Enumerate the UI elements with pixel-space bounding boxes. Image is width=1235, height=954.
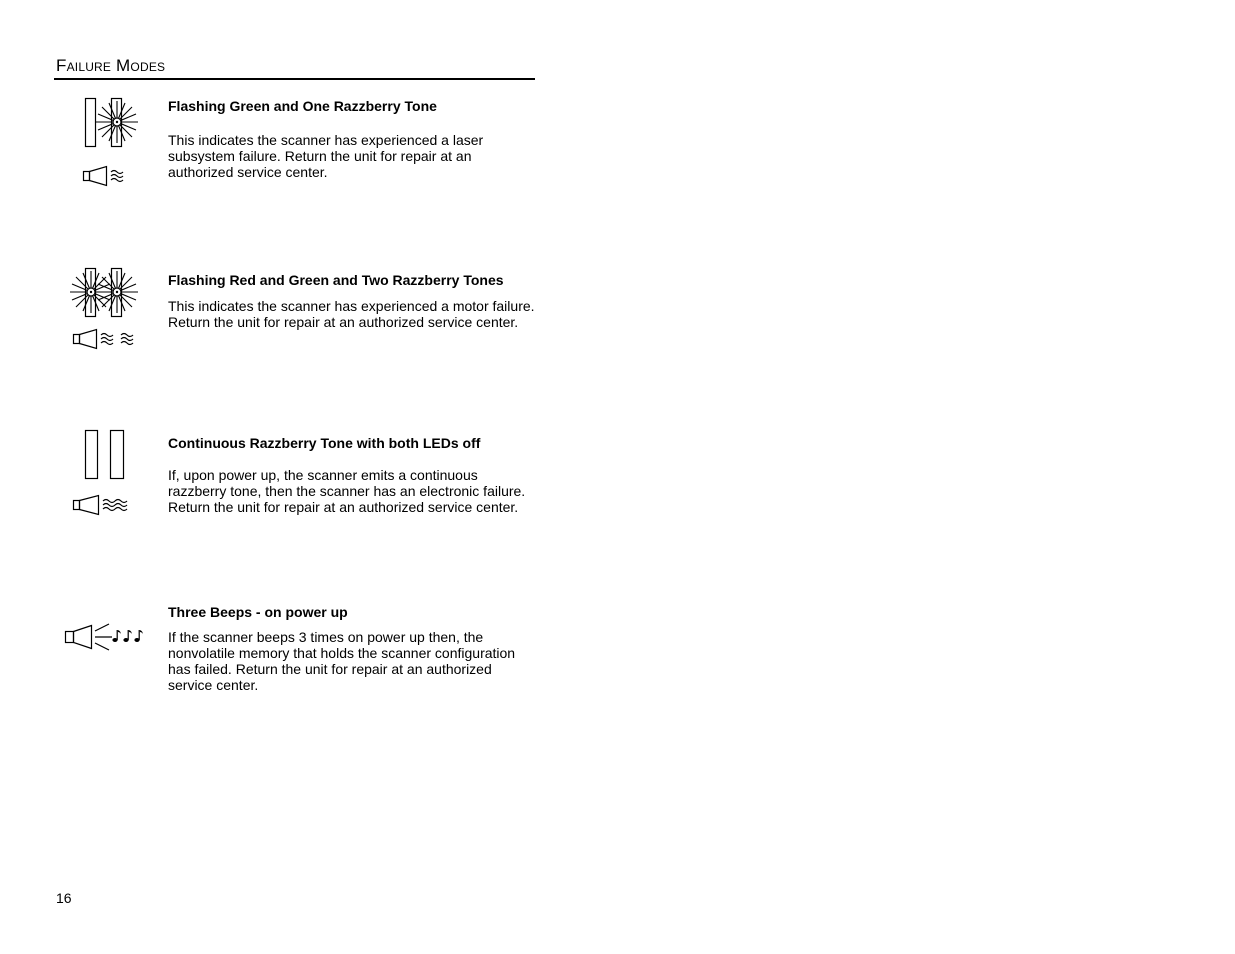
entry-body: If the scanner beeps 3 times on power up then, the nonvolatile memory that holds the scanner configuration has failed. Return the unit for repair at an authorized service center. — [168, 629, 516, 693]
flashing-red-green-leds-icon — [68, 267, 142, 319]
flashing-green-led-icon — [84, 97, 142, 149]
speaker-one-razzberry-icon — [82, 165, 132, 187]
leds-off-icon — [84, 429, 128, 481]
entry-heading: Continuous Razzberry Tone with both LEDs off — [168, 435, 481, 451]
section-title: Failure Modes — [56, 56, 166, 75]
entry-heading: Flashing Green and One Razzberry Tone — [168, 98, 437, 114]
speaker-three-beeps-icon — [64, 622, 148, 652]
speaker-two-razzberry-icon — [72, 328, 142, 350]
entry-body: This indicates the scanner has experienced a motor failure. Return the unit for repair at an authorized service center. — [168, 298, 535, 330]
entry-heading: Flashing Red and Green and Two Razzberry Tones — [168, 272, 504, 288]
page-number: 16 — [56, 890, 72, 906]
entry-body: If, upon power up, the scanner emits a continuous razzberry tone, then the scanner has an electronic failure. Return the unit for repair at an authorized service center. — [168, 467, 526, 515]
entry-body: This indicates the scanner has experienced a laser subsystem failure. Return the unit for repair at an authorized service center. — [168, 132, 484, 180]
speaker-continuous-razzberry-icon — [72, 494, 136, 516]
title-rule — [54, 78, 535, 80]
entry-heading: Three Beeps - on power up — [168, 604, 348, 620]
